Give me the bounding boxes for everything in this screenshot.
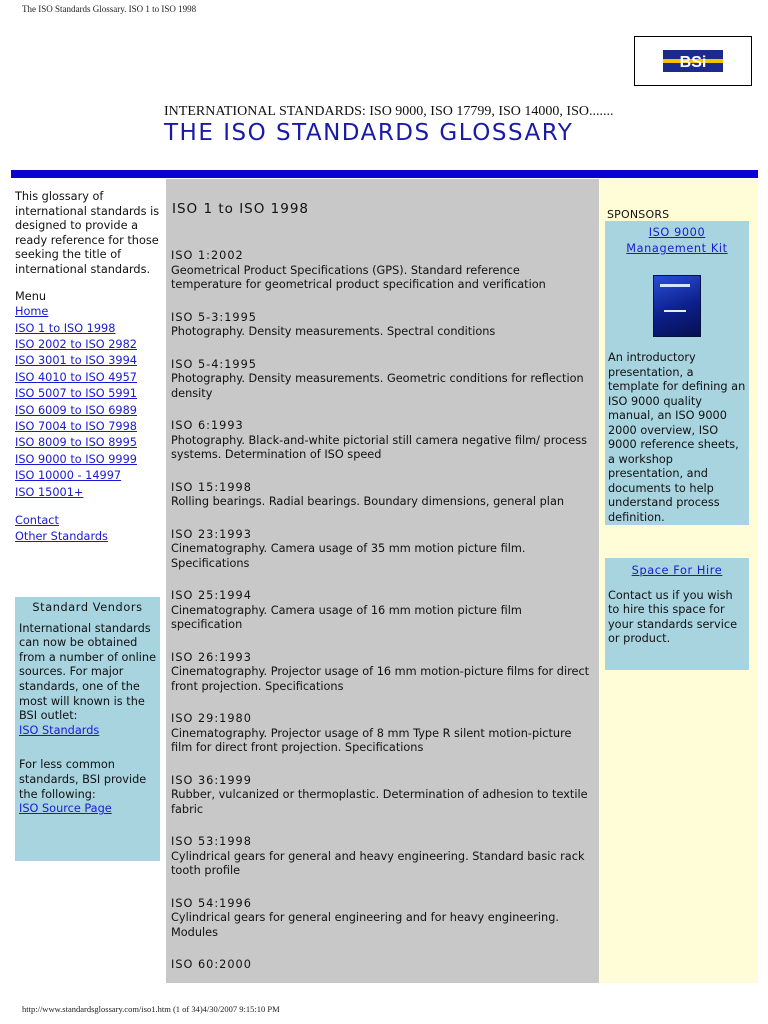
svg-text:BSi: BSi [679,54,707,71]
glossary-entry [171,419,591,463]
entry-description: Photography. Density measurements. Geometric conditions for reflection density [171,372,584,400]
entry-description: Cinematography. Camera usage of 35 mm motion picture film. Specifications [171,542,526,570]
hire-description: Contact us if you wish to hire this space for your standards service or product. [608,588,738,645]
vendors-text: International standards can now be obtained from a number of online sources. For major standards, one of the most will known is the BSI outlet: [19,621,157,723]
glossary-entry [171,712,591,756]
menu-label: Menu [15,289,47,303]
space-for-hire-link[interactable]: Space For Hire [631,564,723,577]
glossary-entry [171,528,591,572]
glossary-entry [171,481,591,510]
menu-item-home[interactable]: Home [15,305,49,319]
iso-source-page-link[interactable]: ISO Source Page [19,802,112,816]
glossary-entry [171,958,591,973]
entry-code: ISO 53:1998 [171,835,252,848]
header-divider [11,170,758,178]
entry-description: Cinematography. Projector usage of 8 mm Type R silent motion-picture film for direct front projection. Specifications [171,726,572,754]
entry-description: Cinematography. Camera usage of 16 mm motion picture film specification [171,603,522,631]
left-sidebar [15,190,160,546]
print-footer: http://www.standardsglossary.com/iso1.htm (1 of 34)4/30/2007 9:15:10 PM [22,1004,280,1014]
sponsor-description: An introductory presentation, a template for defining an ISO 9000 quality manual, an ISO 9000 2000 overview, ISO 9000 reference sheets, a workshop presentation, and documents to help understand process definition. [608,351,746,524]
entry-code: ISO 1:2002 [171,249,244,262]
contact-links [15,513,160,546]
entry-code: ISO 60:2000 [171,958,252,971]
glossary-entry [171,835,591,879]
glossary-entry [171,774,591,818]
right-sidebar [600,179,758,983]
intro-text: This glossary of international standards is designed to provide a ready reference for those seeking the title of international standards. [15,190,160,276]
menu-item-iso-5007-5991[interactable]: ISO 5007 to ISO 5991 [15,387,137,401]
entry-code: ISO 5-4:1995 [171,357,257,371]
page-subtitle: INTERNATIONAL STANDARDS: ISO 9000, ISO 17799, ISO 14000, ISO....... [164,104,614,119]
glossary-entry [171,897,591,941]
iso-9000-kit-link[interactable]: ISO 9000 Management Kit [626,226,728,255]
entry-description: Rolling bearings. Radial bearings. Boundary dimensions, general plan [171,495,565,508]
standard-vendors-box [15,597,160,861]
glossary-entry [171,651,591,695]
entry-code: ISO 15:1998 [171,480,252,494]
book-cover-icon[interactable] [653,275,701,337]
entry-description: Cinematography. Projector usage of 16 mm motion-picture films for direct front projection. Specifications [171,665,590,693]
entry-description: Cylindrical gears for general and heavy engineering. Standard basic rack tooth profile [171,849,585,877]
entry-code: ISO 25:1994 [171,589,252,602]
glossary-content [166,179,599,983]
entry-code: ISO 29:1980 [171,712,252,725]
menu-item-iso-3001-3994[interactable]: ISO 3001 to ISO 3994 [15,354,137,368]
menu-item-iso-7004-7998[interactable]: ISO 7004 to ISO 7998 [15,420,137,433]
entry-description: Photography. Black-and-white pictorial still camera negative film/ process systems. Determination of ISO speed [171,433,587,461]
entries-list [171,249,591,983]
section-title: ISO 1 to ISO 1998 [172,201,310,217]
entry-description: Cylindrical gears for general engineering and for heavy engineering. Modules [171,911,559,939]
entry-code: ISO 5-3:1995 [171,310,257,324]
glossary-entry [171,311,591,340]
entry-code: ISO 6:1993 [171,419,244,432]
menu-item-iso-1-1998[interactable]: ISO 1 to ISO 1998 [15,321,116,335]
space-for-hire-box [605,558,749,670]
entry-code: ISO 36:1999 [171,773,252,787]
contact-link[interactable]: Contact [15,514,59,528]
menu-list [15,304,160,501]
menu-item-iso-9000-9999[interactable]: ISO 9000 to ISO 9999 [15,452,137,466]
sponsors-label: SPONSORS [607,208,670,221]
iso-standards-link[interactable]: ISO Standards [19,723,100,737]
vendors-title: Standard Vendors [32,601,143,614]
other-standards-link[interactable]: Other Standards [15,530,108,544]
entry-description: Geometrical Product Specifications (GPS). Standard reference temperature for geometrical product specification and verification [171,263,546,291]
vendors-text-2: For less common standards, BSI provide the following: [19,758,147,801]
entry-code: ISO 26:1993 [171,650,252,664]
menu-item-iso-2002-2982[interactable]: ISO 2002 to ISO 2982 [15,337,137,351]
page-title: THE ISO STANDARDS GLOSSARY [164,120,574,146]
bsi-logo[interactable] [634,36,752,86]
glossary-entry [171,249,591,293]
menu-item-iso-6009-6989[interactable]: ISO 6009 to ISO 6989 [15,403,137,417]
entry-description: Photography. Density measurements. Spectral conditions [171,325,496,338]
menu-item-iso-15001-plus[interactable]: ISO 15001+ [15,485,84,499]
glossary-entry [171,358,591,402]
entry-code: ISO 54:1996 [171,896,252,910]
entry-code: ISO 23:1993 [171,527,252,541]
sponsor-box [605,221,749,525]
entry-description: Rubber, vulcanized or thermoplastic. Determination of adhesion to textile fabric [171,788,588,816]
glossary-entry [171,589,591,633]
bsi-logo-icon [661,48,725,74]
print-header: The ISO Standards Glossary. ISO 1 to ISO 1998 [22,4,197,14]
menu-item-iso-8009-8995[interactable]: ISO 8009 to ISO 8995 [15,436,137,450]
menu-item-iso-4010-4957[interactable]: ISO 4010 to ISO 4957 [15,370,137,384]
menu-item-iso-10000-14997[interactable]: ISO 10000 - 14997 [15,469,122,483]
